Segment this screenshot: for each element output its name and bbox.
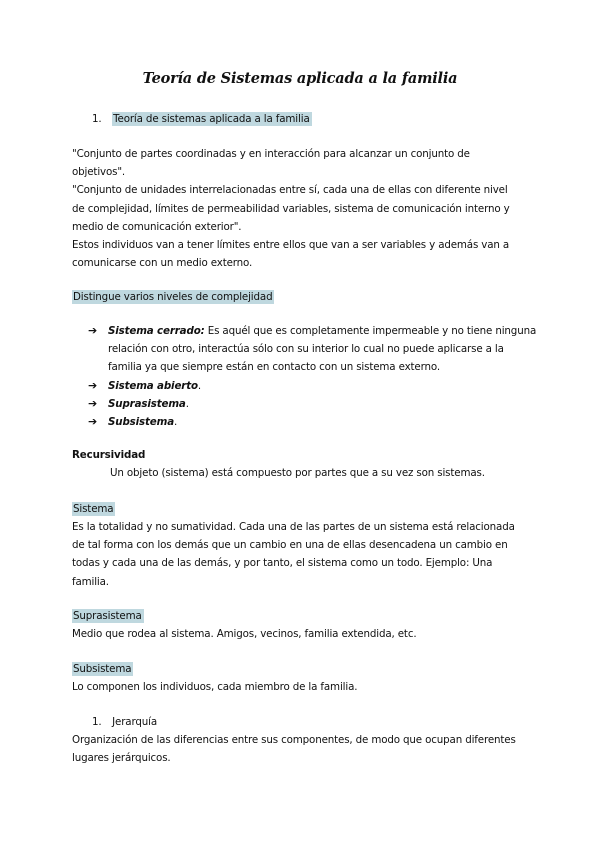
bullet-text: .	[185, 397, 189, 410]
levels-heading-text: Distingue varios niveles de complejidad	[73, 291, 273, 303]
text-line: "Conjunto de unidades interrelacionadas entre sí, cada una de ellas con diferente nivel	[72, 184, 508, 197]
jerarquia-heading-text: Jerarquía	[112, 716, 157, 728]
bullet-term: Sistema cerrado:	[108, 325, 205, 337]
list-item	[88, 322, 548, 377]
page-title: Teoría de Sistemas aplicada a la familia	[142, 70, 458, 87]
list-item	[88, 395, 548, 413]
arrow-right-icon: ➔	[88, 324, 98, 337]
subsistema-heading	[72, 660, 133, 678]
list-item	[88, 413, 548, 431]
bullet-term: Subsistema	[108, 416, 174, 429]
arrow-right-icon: ➔	[88, 415, 98, 429]
text-line: Es la totalidad y no sumatividad. Cada una de las partes de un sistema está relacionada	[72, 521, 515, 533]
jerarquia-heading	[92, 713, 157, 731]
text-line: lugares jerárquicos.	[72, 752, 171, 765]
suprasistema-heading-text: Suprasistema	[73, 610, 142, 622]
recursividad-heading: Recursividad	[72, 449, 146, 461]
bullet-text: .	[174, 416, 178, 429]
arrow-right-icon: ➔	[88, 396, 98, 410]
section-heading-text: Teoría de sistemas aplicada a la familia	[113, 113, 310, 125]
section-number: 1.	[92, 716, 102, 728]
recursividad-text: Un objeto (sistema) está compuesto por partes que a su vez son sistemas.	[110, 467, 485, 479]
bullet-term: Suprasistema	[108, 397, 186, 410]
sistema-paragraph	[72, 518, 532, 591]
text-line: familia.	[72, 575, 109, 588]
text-line: todas y cada una de las demás, y por tanto, el sistema como un todo. Ejemplo: Una	[72, 557, 493, 570]
levels-heading	[72, 288, 274, 306]
text-line: de tal forma con los demás que un cambio en una de ellas desencadena un cambio en	[72, 539, 508, 552]
subsistema-heading-text: Subsistema	[73, 663, 132, 675]
bullet-text: familia ya que siempre están en contacto con un sistema externo.	[108, 361, 440, 374]
text-line: de complejidad, límites de permeabilidad variables, sistema de comunicación interno y	[72, 202, 510, 215]
text-line: objetivos".	[72, 166, 126, 179]
arrow-right-icon: ➔	[88, 378, 98, 392]
subsistema-text: Lo componen los individuos, cada miembro de la familia.	[72, 681, 358, 693]
text-line: Estos individuos van a tener límites entre ellos que van a ser variables y además van a	[72, 239, 510, 252]
suprasistema-text: Medio que rodea al sistema. Amigos, vecinos, familia extendida, etc.	[72, 628, 417, 640]
bullet-text: relación con otro, interactúa sólo con su interior lo cual no puede aplicarse a la	[108, 343, 504, 356]
definition-paragraph	[72, 145, 532, 272]
text-line: "Conjunto de partes coordinadas y en interacción para alcanzar un conjunto de	[72, 148, 470, 160]
text-line: Organización de las diferencias entre sus componentes, de modo que ocupan diferentes	[72, 734, 516, 746]
list-item	[88, 377, 548, 395]
bullet-text: Es aquél que es completamente impermeable y no tiene ninguna	[204, 325, 537, 337]
bullet-text: .	[197, 379, 202, 392]
bullet-term: Sistema abierto	[108, 379, 198, 392]
section-number: 1.	[92, 113, 102, 125]
suprasistema-heading	[72, 607, 144, 625]
sistema-heading	[72, 500, 115, 518]
section-heading-teoria	[92, 110, 312, 128]
text-line: medio de comunicación exterior".	[72, 220, 242, 233]
text-line: comunicarse con un medio externo.	[72, 257, 253, 270]
levels-list	[88, 322, 548, 431]
jerarquia-paragraph	[72, 731, 532, 767]
sistema-heading-text: Sistema	[73, 503, 114, 515]
